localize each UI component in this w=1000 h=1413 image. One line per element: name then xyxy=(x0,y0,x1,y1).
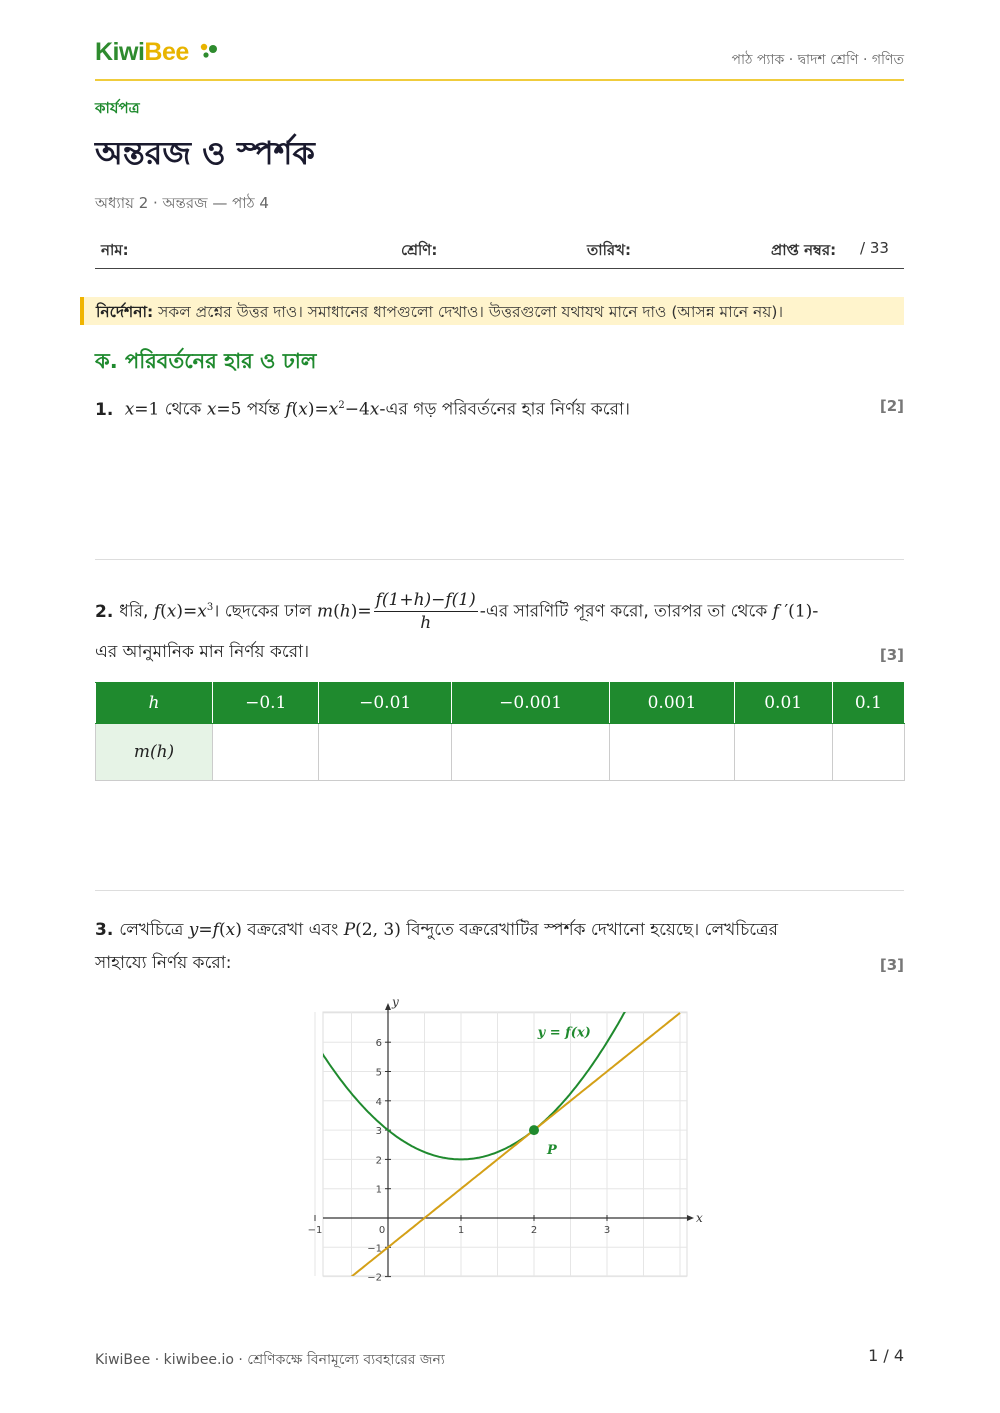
worksheet-kicker: কার্যপত্র xyxy=(95,99,140,117)
x-tick-label: 2 xyxy=(530,1225,538,1236)
x-tick-label: 0 xyxy=(378,1225,386,1236)
brand-logo: KiwiBee xyxy=(95,38,189,66)
question-3: 3. লেখচিত্রে y=f(x) বক্ররেখা এবং P(2, 3) বিন্দুতে বক্ররেখাটির স্পর্শক দেখানো হয়েছে। লেখচিত্রের xyxy=(95,920,778,940)
y-tick-label: 2 xyxy=(375,1155,382,1167)
table-header-cell: h xyxy=(96,683,213,724)
question-number: 3. xyxy=(95,920,114,940)
curve-label: y = f(x) xyxy=(537,1025,591,1041)
question-1-marks: [2] xyxy=(879,397,904,415)
score-total: / 33 xyxy=(860,239,889,257)
instructions-label: নির্দেশনা: xyxy=(96,303,154,321)
question-2: 2. ধরি, $f(x)=x^3।$ ছেদকের ঢাল m(h)= $\frac{f(1+h)-f(1)}{h}$ -এর সারণিটি পূরণ করো, তারপর তা থেকে f ′(1)- xyxy=(95,590,819,634)
answer-cell[interactable] xyxy=(451,724,609,781)
answer-space-divider xyxy=(95,890,904,891)
x-tick-label: 1 xyxy=(457,1225,465,1236)
class-label: শ্রেণি: xyxy=(401,241,438,259)
point-p xyxy=(529,1125,539,1135)
table-header-row xyxy=(96,683,905,724)
question-1: 1. x=1 থেকে x=5 পর্যন্ত $f(x)=x^2-4x-এর$ গড় পরিবর্তনের হার নির্ণয় করো। xyxy=(95,399,630,420)
y-tick-label: 3 xyxy=(375,1126,382,1138)
secant-slope-table xyxy=(95,682,905,781)
brand-dots-icon xyxy=(199,43,221,59)
table-header-cell: 0.01 xyxy=(734,683,832,724)
question-number: 2. xyxy=(95,601,114,622)
y-tick-label: −2 xyxy=(367,1272,382,1284)
page-subtitle: অধ্যায় 2 · অন্তরজ — পাঠ 4 xyxy=(95,194,269,212)
name-label: নাম: xyxy=(101,241,129,259)
y-tick-label: 6 xyxy=(375,1038,382,1050)
header-context: পাঠ প্যাক · দ্বাদশ শ্রেণি · গণিত xyxy=(731,52,904,68)
question-3-marks: [3] xyxy=(879,956,904,974)
point-p-label: P xyxy=(547,1143,557,1159)
y-tick-label: 5 xyxy=(375,1067,382,1079)
answer-space-divider xyxy=(95,559,904,560)
table-row-label: m(h) xyxy=(96,724,213,781)
header-divider xyxy=(95,79,904,81)
instructions-banner xyxy=(80,297,904,325)
y-axis-label: y xyxy=(392,996,399,1009)
y-tick-label: 4 xyxy=(375,1096,382,1108)
answer-cell[interactable] xyxy=(319,724,451,781)
student-info-row xyxy=(95,230,904,269)
table-header-cell: −0.001 xyxy=(451,683,609,724)
page-number: 1 / 4 xyxy=(868,1346,904,1365)
x-tick-label: −1 xyxy=(307,1225,323,1236)
footer-text: KiwiBee · kiwibee.io · শ্রেণিকক্ষে বিনামূল্যে ব্যবহারের জন্য xyxy=(95,1352,445,1368)
y-tick-label: −1 xyxy=(367,1243,382,1255)
page-title: অন্তরজ ও স্পর্শক xyxy=(95,134,315,172)
x-axis-label: x xyxy=(696,1211,703,1225)
tangent-graph xyxy=(300,996,720,1286)
question-3-line-2: সাহায্যে নির্ণয় করো: xyxy=(95,953,232,973)
table-header-cell: −0.1 xyxy=(213,683,319,724)
instructions-text: সকল প্রশ্নের উত্তর দাও। সমাধানের ধাপগুলো দেখাও। উত্তরগুলো যথাযথ মানে দাও (আসন্ন মানে নয়)। xyxy=(153,303,783,321)
x-tick-label: 3 xyxy=(603,1225,611,1236)
table-header-cell: 0.1 xyxy=(832,683,904,724)
section-heading: ক. পরিবর্তনের হার ও ঢাল xyxy=(95,349,317,373)
score-label: প্রাপ্ত নম্বর: xyxy=(771,241,837,259)
question-2-marks: [3] xyxy=(879,646,904,664)
table-header-cell: 0.001 xyxy=(610,683,734,724)
answer-cell[interactable] xyxy=(610,724,734,781)
question-number: 1. xyxy=(95,399,114,420)
y-axis-arrow xyxy=(385,1003,391,1010)
answer-cell[interactable] xyxy=(734,724,832,781)
question-2-line-2: এর আনুমানিক মান নির্ণয় করো। xyxy=(95,642,310,662)
x-axis-arrow xyxy=(687,1215,694,1221)
y-tick-label: 1 xyxy=(375,1184,382,1196)
slope-fraction: $\frac{f(1+h)-f(1)}{h}$ xyxy=(375,590,476,634)
table-header-cell: −0.01 xyxy=(319,683,451,724)
answer-cell[interactable] xyxy=(832,724,904,781)
date-label: তারিখ: xyxy=(587,241,631,259)
table-row xyxy=(96,724,905,781)
answer-cell[interactable] xyxy=(213,724,319,781)
